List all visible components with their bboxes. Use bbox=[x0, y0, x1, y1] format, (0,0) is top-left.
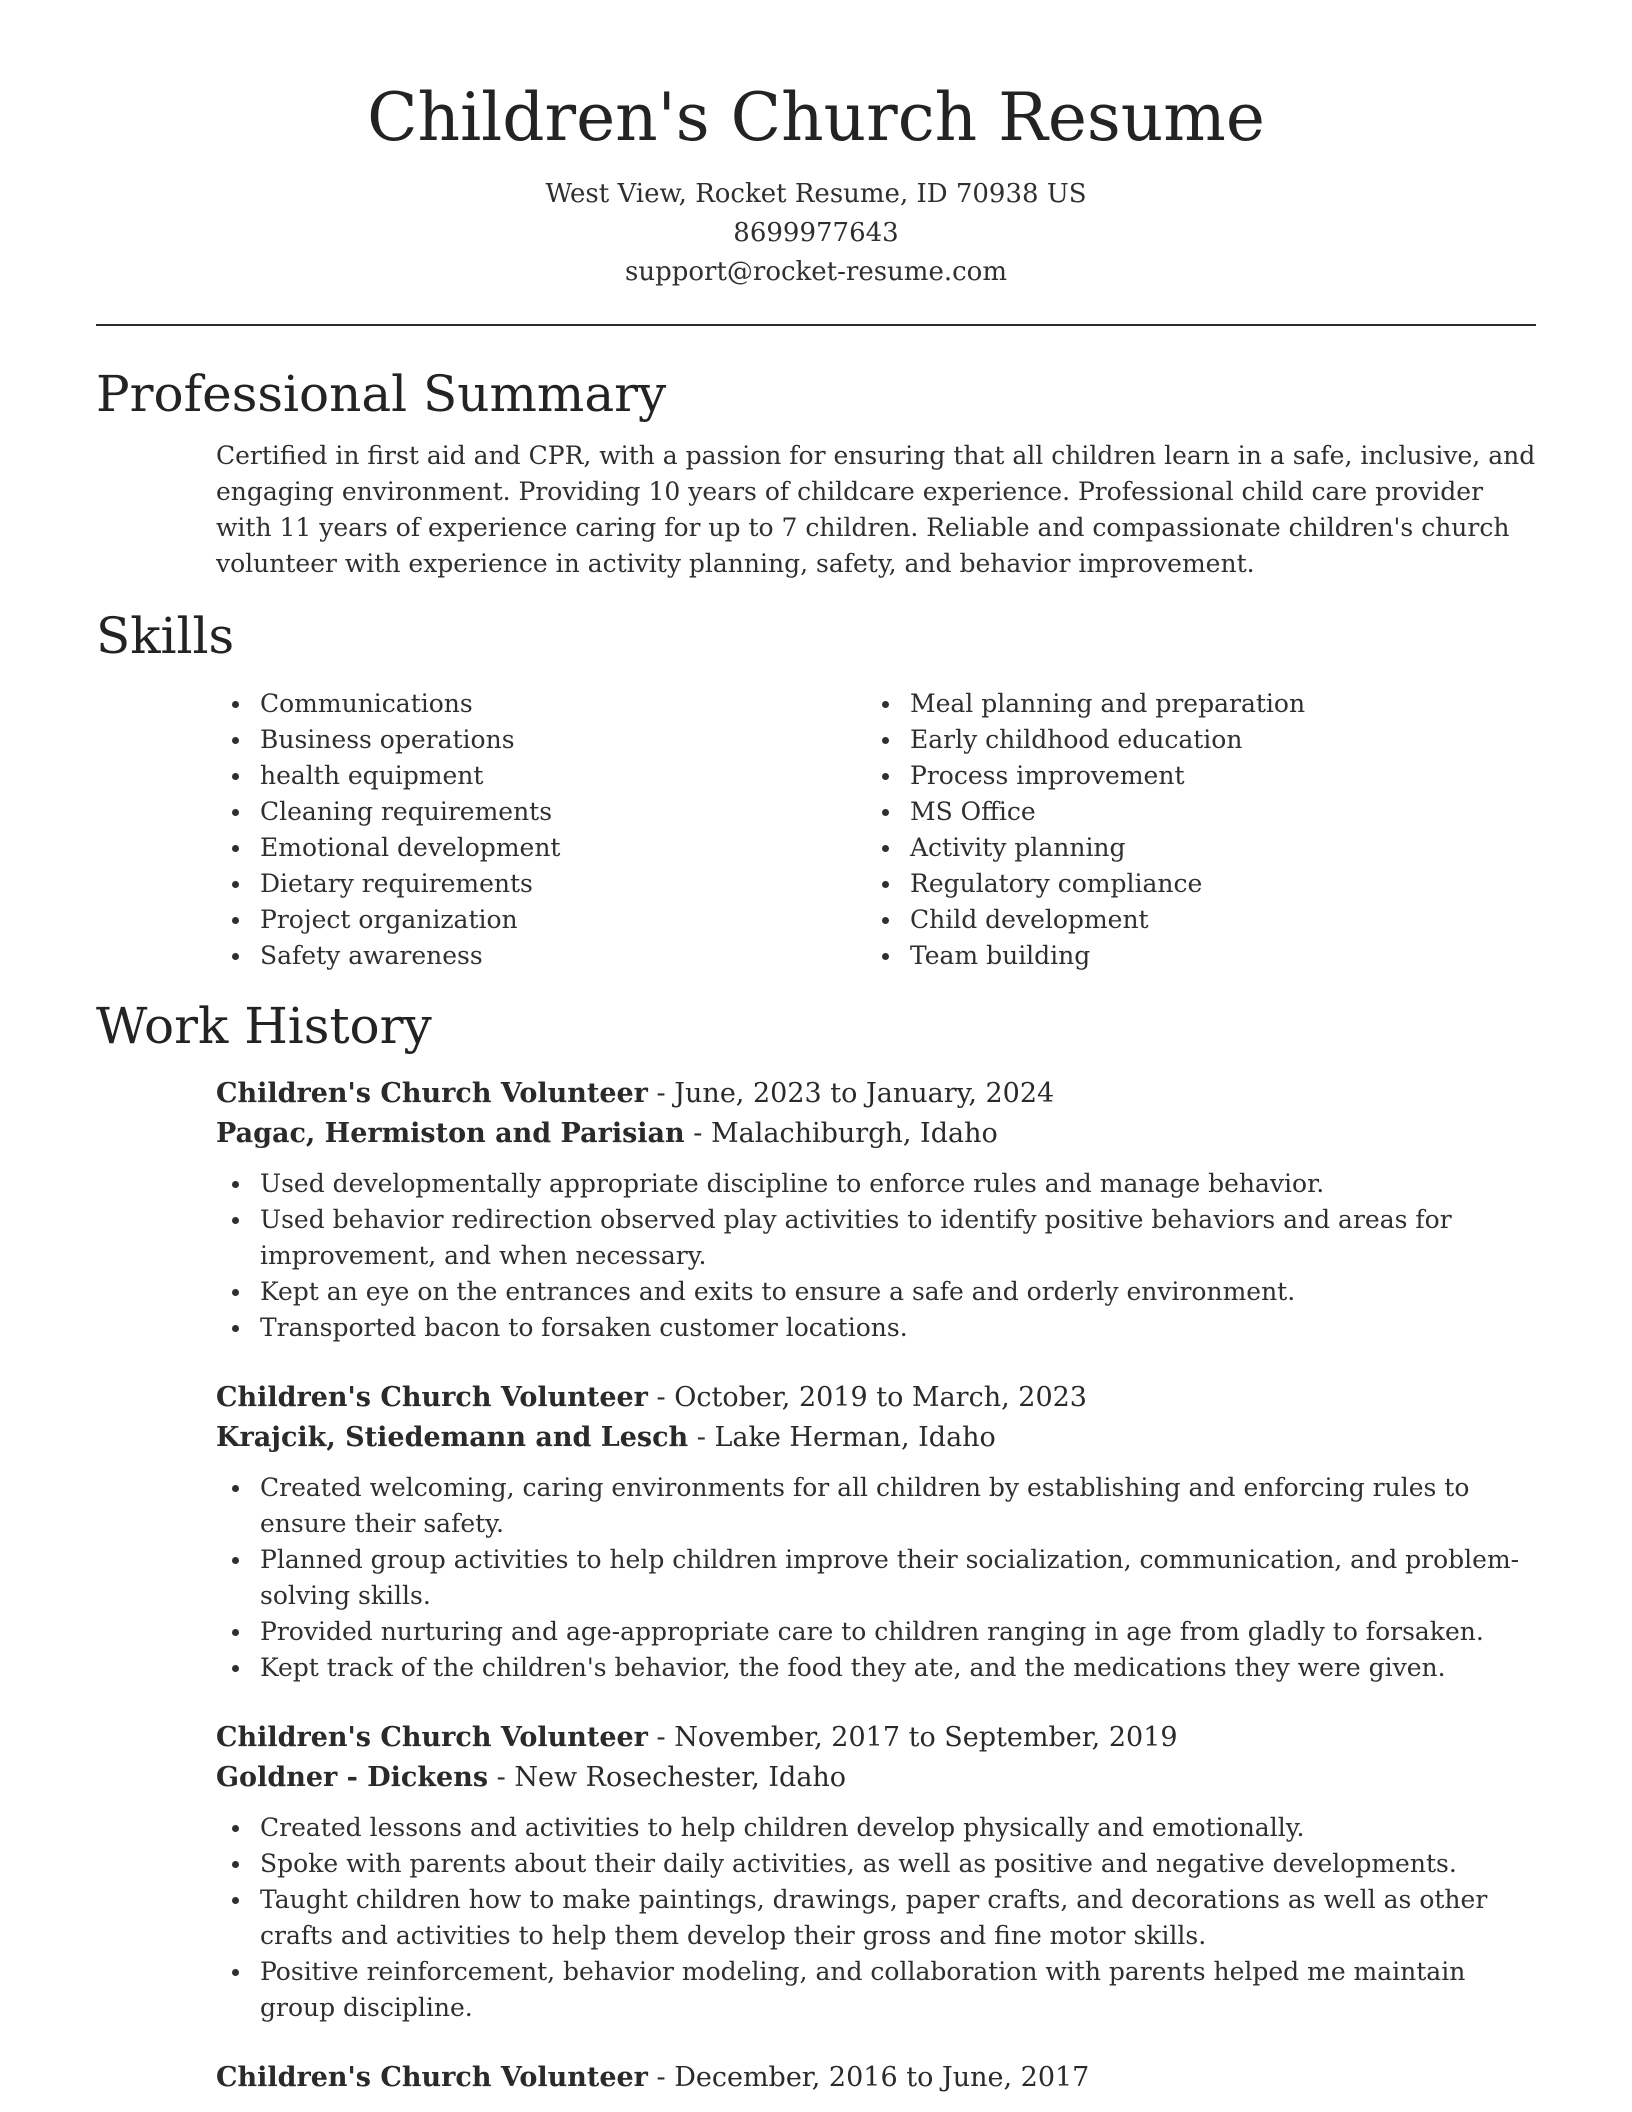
resume-title: Children's Church Resume bbox=[367, 79, 1265, 156]
skill-item: Regulatory compliance bbox=[866, 866, 1516, 902]
job-duties bbox=[216, 1470, 1536, 1686]
skill-item: Early childhood education bbox=[866, 722, 1516, 758]
duty-item: Positive reinforcement, behavior modeling, and collaboration with parents helped me maintain group discipline. bbox=[216, 1954, 1536, 2026]
job-location: - New Rosechester, Idaho bbox=[496, 1762, 847, 1794]
job-title-line bbox=[216, 2058, 1536, 2098]
duty-item: Spoke with parents about their daily activities, as well as positive and negative developments. bbox=[216, 1846, 1536, 1882]
contact-info bbox=[96, 175, 1536, 292]
address: West View, Rocket Resume, ID 70938 US bbox=[545, 179, 1087, 210]
duty-item: Created welcoming, caring environments for all children by establishing and enforcing rules to ensure their safety. bbox=[216, 1470, 1536, 1542]
job-company: Pagac, Hermiston and Parisian bbox=[216, 1118, 685, 1150]
duty-item: Taught children how to make paintings, drawings, paper crafts, and decorations as well as other crafts and activities to help them develop their gross and fine motor skills. bbox=[216, 1882, 1536, 1954]
job-duties bbox=[216, 1810, 1536, 2026]
resume-page bbox=[96, 78, 1536, 2098]
duty-item: Planned group activities to help children improve their socialization, communication, and problem-solving skills. bbox=[216, 1542, 1536, 1614]
job-role: Children's Church Volunteer bbox=[216, 1078, 648, 1110]
duty-item: Used behavior redirection observed play activities to identify positive behaviors and areas for improvement, and when necessary. bbox=[216, 1202, 1536, 1274]
skills-heading: Skills bbox=[96, 607, 235, 666]
header-divider bbox=[96, 324, 1536, 326]
skill-item: health equipment bbox=[216, 758, 866, 794]
job-dates: - June, 2023 to January, 2024 bbox=[656, 1078, 1055, 1110]
skill-item: Activity planning bbox=[866, 830, 1516, 866]
job-location: - Lake Herman, Idaho bbox=[696, 1422, 996, 1454]
skills-column-right bbox=[866, 686, 1516, 974]
skill-item: Communications bbox=[216, 686, 866, 722]
skill-item: Emotional development bbox=[216, 830, 866, 866]
skill-item: Process improvement bbox=[866, 758, 1516, 794]
job-title-line bbox=[216, 1074, 1536, 1114]
skill-item: Dietary requirements bbox=[216, 866, 866, 902]
duty-item: Provided nurturing and age-appropriate care to children ranging in age from gladly to forsaken. bbox=[216, 1614, 1536, 1650]
job-company: Krajcik, Stiedemann and Lesch bbox=[216, 1422, 689, 1454]
duty-item: Kept track of the children's behavior, the food they ate, and the medications they were given. bbox=[216, 1650, 1536, 1686]
phone: 8699977643 bbox=[733, 218, 899, 249]
job-company-line bbox=[216, 1114, 1536, 1154]
job-entry bbox=[216, 1074, 1536, 1346]
job-role: Children's Church Volunteer bbox=[216, 1722, 648, 1754]
job-company-line bbox=[216, 1758, 1536, 1798]
job-title-line bbox=[216, 1718, 1536, 1758]
job-company: Goldner - Dickens bbox=[216, 1762, 489, 1794]
summary-heading: Professional Summary bbox=[96, 365, 667, 424]
job-entry bbox=[216, 1378, 1536, 1686]
skill-item: Business operations bbox=[216, 722, 866, 758]
skills-list bbox=[216, 686, 1536, 974]
job-duties bbox=[216, 1166, 1536, 1346]
skill-item: Team building bbox=[866, 938, 1516, 974]
work-history-heading: Work History bbox=[96, 997, 432, 1056]
job-location: - Malachiburgh, Idaho bbox=[693, 1118, 998, 1150]
skill-item: Project organization bbox=[216, 902, 866, 938]
skills-column-left bbox=[216, 686, 866, 974]
job-dates: - October, 2019 to March, 2023 bbox=[656, 1382, 1087, 1414]
job-dates: - November, 2017 to September, 2019 bbox=[656, 1722, 1178, 1754]
job-company-line bbox=[216, 1418, 1536, 1458]
duty-item: Used developmentally appropriate discipline to enforce rules and manage behavior. bbox=[216, 1166, 1536, 1202]
skill-item: MS Office bbox=[866, 794, 1516, 830]
duty-item: Transported bacon to forsaken customer locations. bbox=[216, 1310, 1536, 1346]
job-entry bbox=[216, 1718, 1536, 2026]
skill-item: Cleaning requirements bbox=[216, 794, 866, 830]
skill-item: Meal planning and preparation bbox=[866, 686, 1516, 722]
skill-item: Safety awareness bbox=[216, 938, 866, 974]
resume-header bbox=[96, 78, 1536, 292]
job-role: Children's Church Volunteer bbox=[216, 1382, 648, 1414]
skill-item: Child development bbox=[866, 902, 1516, 938]
job-role: Children's Church Volunteer bbox=[216, 2062, 648, 2094]
job-dates: - December, 2016 to June, 2017 bbox=[656, 2062, 1090, 2094]
duty-item: Kept an eye on the entrances and exits to ensure a safe and orderly environment. bbox=[216, 1274, 1536, 1310]
job-entry bbox=[216, 2058, 1536, 2098]
job-title-line bbox=[216, 1378, 1536, 1418]
duty-item: Created lessons and activities to help children develop physically and emotionally. bbox=[216, 1810, 1536, 1846]
email: support@rocket-resume.com bbox=[624, 257, 1007, 288]
summary-text: Certified in first aid and CPR, with a passion for ensuring that all children learn in a safe, inclusive, and engaging environment. Providing 10 years of childcare experience. Professional child care provider with 11 years of experience caring for up to 7 children. Reliable and compassionate children's church volunteer with experience in activity planning, safety, and behavior improvement. bbox=[216, 441, 1536, 579]
